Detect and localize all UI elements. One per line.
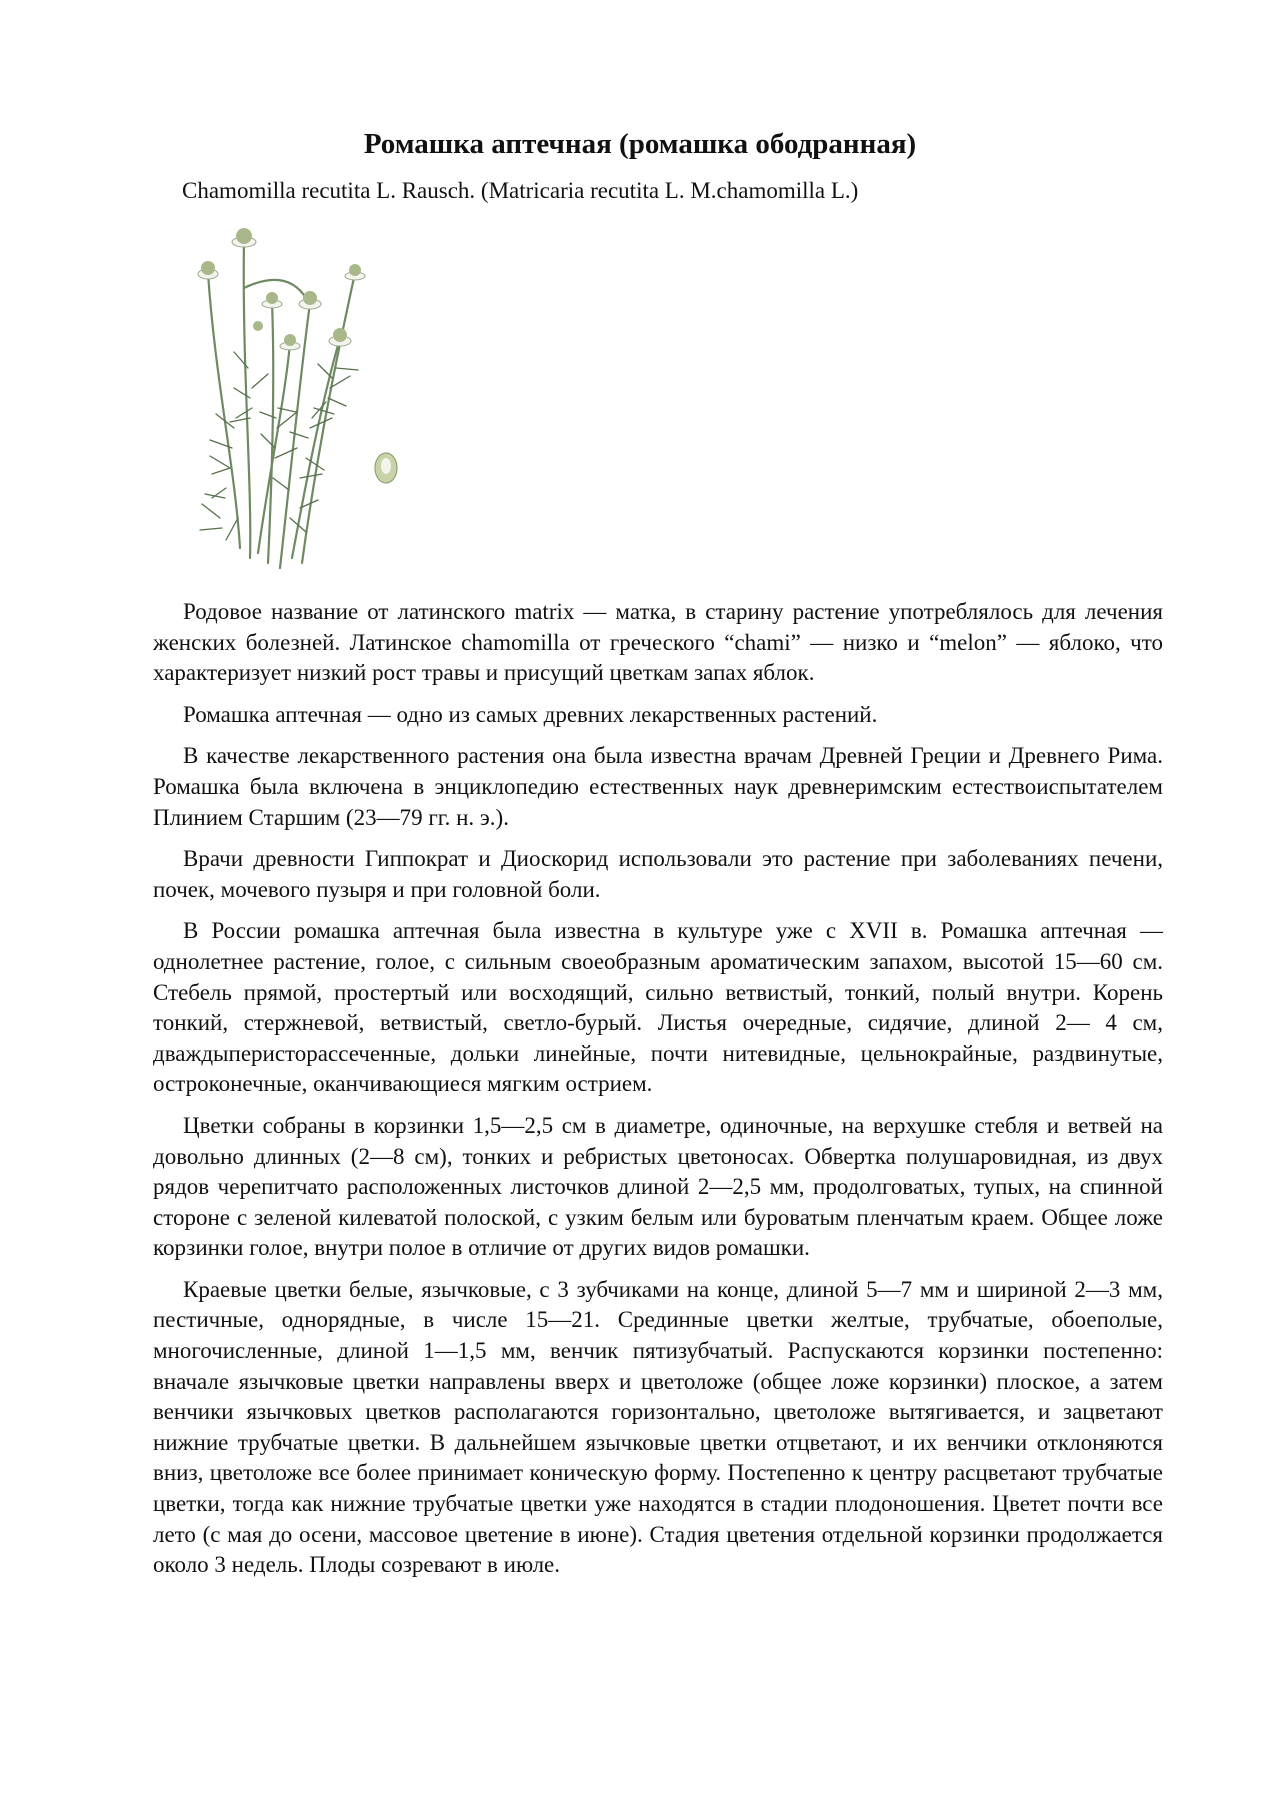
paragraph-flowers: Цветки собраны в корзинки 1,5—2,5 см в диаметре, одиночные, на верхушке стебля и ветвей на довольно длинных (2—8 см), тонких и ребристых цветоносах. Обвертка полушаровидная, из двух рядов черепитчато расположенных листочков длиной 2—2,5 мм, продолговатых, тупых, на спинной стороне с зеленой килеватой полоской, с узким белым или буроватым пленчатым краем. Общее ложе корзинки голое, внутри полое в отличие от других видов ромашки. xyxy=(153,1112,1163,1261)
body-text xyxy=(153,597,1163,1592)
paragraph-physicians: Врачи древности Гиппократ и Диоскорид использовали это растение при заболеваниях печени, почек, мочевого пузыря и при головной боли. xyxy=(153,846,1163,902)
page-title: Ромашка аптечная (ромашка ободранная) xyxy=(363,128,917,160)
latin-name: Chamomilla recutita L. Rausch. (Matricaria recutita L. M.chamomilla L.) xyxy=(182,178,859,203)
paragraph-description: В России ромашка аптечная была известна в культуре уже с XVII в. Ромашка аптечная — однолетнее растение, голое, с сильным своеобразным ароматическим запахом, высотой 15—60 см. Стебель прямой, простертый или восходящий, сильно ветвистый, тонкий, полый внутри. Корень тонкий, стержневой, ветвистый, светло-бурый. Листья очередные, сидячие, длиной 2— 4 см, дваждыперисторассеченные, дольки линейные, почти нитевидные, цельнокрайные, раздвинутые, остроконечные, оканчивающиеся мягким острием. xyxy=(153,918,1163,1097)
paragraph-blooming: Краевые цветки белые, язычковые, с 3 зубчиками на конце, длиной 5—7 мм и шириной 2—3 мм, пестичные, однорядные, в числе 15—21. Срединные цветки желтые, трубчатые, обоеполые, многочисленные, длиной 1—1,5 мм, венчик пятизубчатый. Распускаются корзинки постепенно: вначале язычковые цветки направлены вверх и цветоложе (общее ложе корзинки) плоское, а затем венчики язычковых цветков располагаются горизонтально, цветоложе вытягивается, и зацветают нижние трубчатые цветки. В дальнейшем язычковые цветки отцветают, и их венчики отклоняются вниз, цветоложе все более принимает коническую форму. Постепенно к центру расцветают трубчатые цветки, тогда как нижние трубчатые цветки уже находятся в стадии плодоношения. Цветет почти все лето (с мая до осени, массовое цветение в июне). Стадия цветения отдельной корзинки продолжается около 3 недель. Плоды созревают в июле. xyxy=(153,1276,1163,1578)
paragraph-ancient: Ромашка аптечная — одно из самых древних лекарственных растений. xyxy=(183,701,878,727)
paragraph-etymology: Родовое название от латинского matrix — матка, в старину растение употреблялось для лечения женских болезней. Латинское chamomilla от греческого “chami” — низко и “melon” — яблоко, что характеризует низкий рост травы и присущий цветкам запах яблок. xyxy=(153,599,1163,686)
paragraph-greece-rome: В качестве лекарственного растения она была известна врачам Древней Греции и Древнего Рима. Ромашка была включена в энциклопедию естественных наук древнеримским естествоиспытателем Плинием Старшим (23—79 гг. н. э.). xyxy=(153,743,1163,830)
chamomile-illustration xyxy=(180,218,420,578)
